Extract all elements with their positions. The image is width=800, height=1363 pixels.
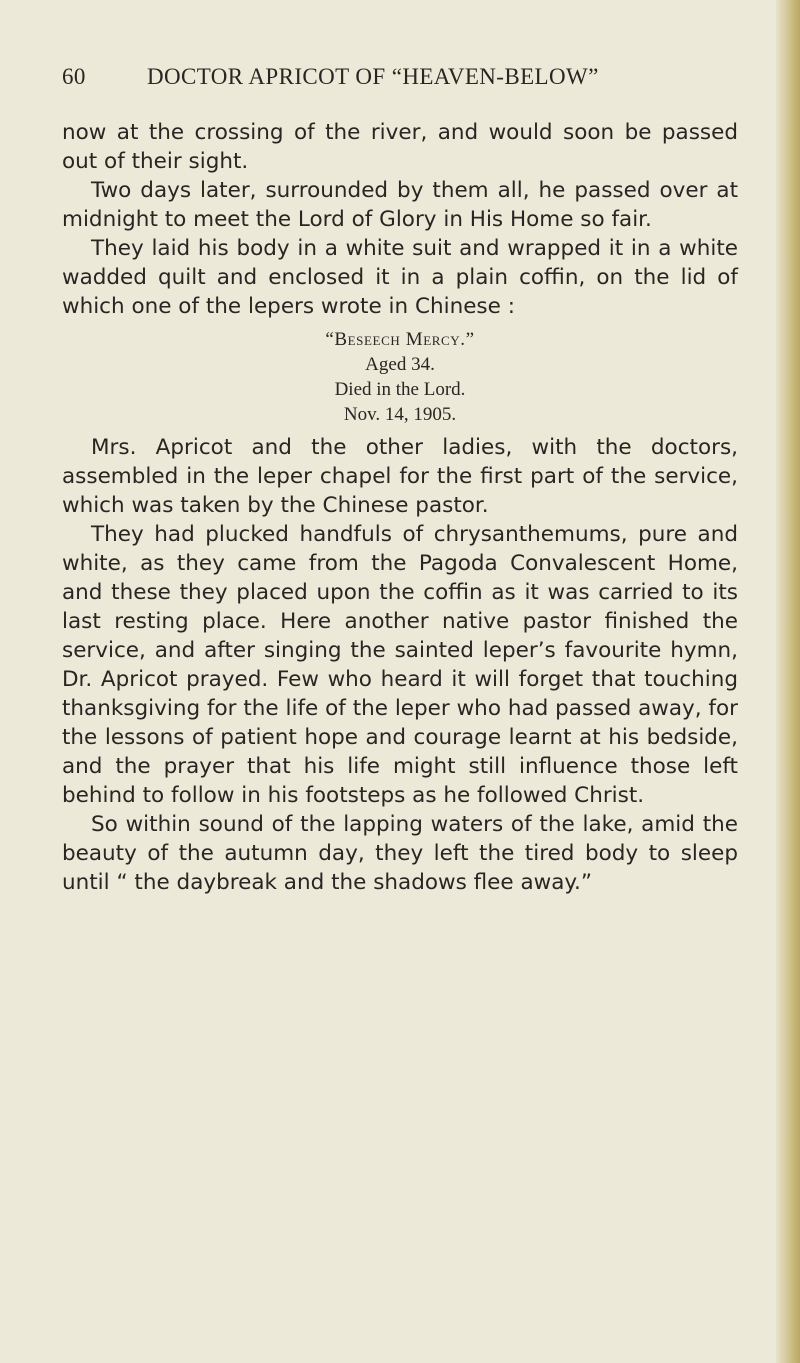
page-edge [776,0,800,1363]
paragraph: They laid his body in a white suit and wrapped it in a white wadded quilt and enclosed it in a plain coffin, on the lid of which one of the lepers wrote in Chinese : [62,236,738,319]
inscription-line: Died in the Lord. [334,379,466,400]
running-header [62,64,702,90]
paragraph: Two days later, surrounded by them all, he passed over at midnight to meet the Lord of Glory in His Home so fair. [62,178,738,232]
paragraph: So within sound of the lapping waters of the lake, amid the beauty of the autumn day, they left the tired body to sleep until “ the daybreak and the shadows flee away.” [62,812,738,895]
inscription-line: Aged 34. [365,354,435,375]
page-body [62,118,738,897]
paragraph-continuation: now at the crossing of the river, and would soon be passed out of their sight. [62,120,738,174]
page-number: 60 [62,64,86,89]
inscription-line: Nov. 14, 1905. [343,404,457,425]
paragraph: They had plucked handfuls of chrysanthemums, pure and white, as they came from the Pagoda Convalescent Home, and these they placed upon the coffin as it was carried to its last resting place. Here another native pastor finished the service, and after singing the sainted leper’s favourite hymn, Dr. Apricot prayed. Few who heard it will forget that touching thanksgiving for the life of the leper who had passed away, for the lessons of patient hope and courage learnt at his bedside, and the prayer that his life might still influence those left behind to follow in his footsteps as he followed Christ. [62,522,738,808]
coffin-inscription [62,327,738,427]
paragraph: Mrs. Apricot and the other ladies, with the doctors, assembled in the leper chapel for the first part of the service, which was taken by the Chinese pastor. [62,435,738,518]
running-title: DOCTOR APRICOT OF “HEAVEN-BELOW” [147,64,599,89]
inscription-line: “Beseech Mercy.” [325,329,475,350]
